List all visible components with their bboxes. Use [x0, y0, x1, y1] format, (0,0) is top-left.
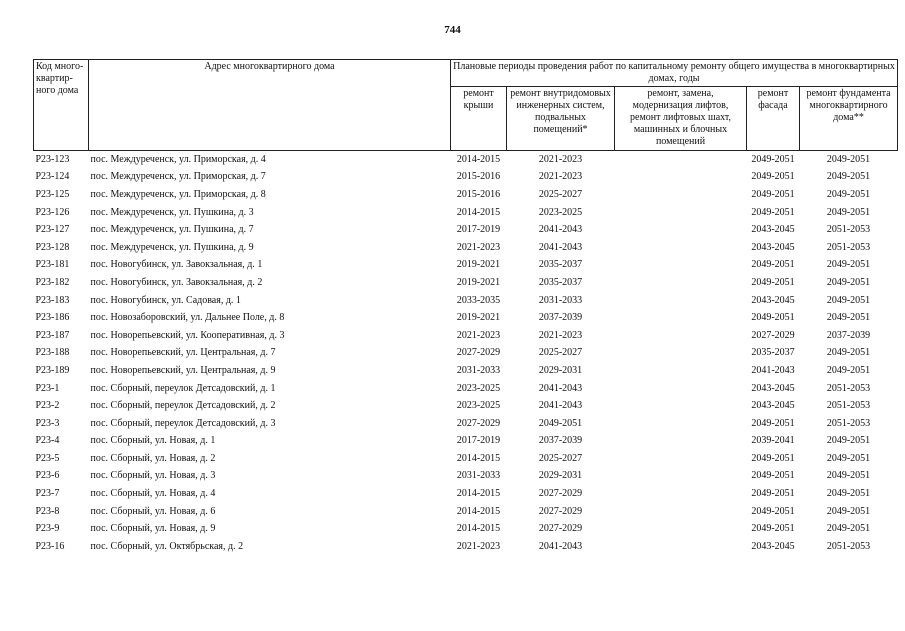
cell-code: Р23-186 [35, 312, 70, 324]
cell-roof: 2021-2023 [456, 241, 501, 253]
cell-address: пос. Междуреченск, ул. Пушкина, д. 3 [90, 206, 254, 218]
cell-address: пос. Междуреченск, ул. Приморская, д. 4 [90, 153, 266, 165]
cell-facade: 2043-2045 [751, 540, 795, 552]
cell-foundation: 2049-2051 [826, 435, 871, 447]
cell-engineering: 2027-2029 [538, 505, 583, 517]
cell-engineering: 2025-2027 [538, 188, 583, 200]
cell-facade: 2049-2051 [751, 417, 795, 429]
cell-address: пос. Сборный, ул. Новая, д. 9 [90, 523, 216, 535]
cell-facade: 2049-2051 [751, 206, 795, 218]
cell-code: Р23-125 [35, 188, 70, 200]
table-row [34, 450, 898, 468]
cell-facade: 2049-2051 [751, 488, 795, 500]
repair-schedule-table [33, 59, 898, 556]
cell-facade: 2027-2029 [751, 329, 795, 341]
cell-foundation: 2049-2051 [826, 452, 871, 464]
cell-roof: 2015-2016 [456, 171, 501, 183]
cell-engineering: 2035-2037 [538, 276, 583, 288]
cell-engineering: 2035-2037 [538, 259, 583, 271]
cell-address: пос. Новорепьевский, ул. Кооперативная, д. 3 [90, 329, 285, 341]
cell-roof: 2031-2033 [456, 470, 501, 482]
cell-code: Р23-9 [35, 523, 60, 535]
cell-foundation: 2049-2051 [826, 276, 871, 288]
table-body [34, 151, 898, 556]
cell-facade: 2049-2051 [751, 470, 795, 482]
cell-elevators [615, 433, 747, 451]
cell-elevators [615, 292, 747, 310]
cell-engineering: 2037-2039 [538, 312, 583, 324]
cell-elevators [615, 485, 747, 503]
cell-address: пос. Новогубинск, ул. Садовая, д. 1 [90, 294, 241, 306]
cell-code: Р23-5 [35, 452, 60, 464]
cell-facade: 2049-2051 [751, 171, 795, 183]
cell-elevators [615, 169, 747, 187]
table-row [34, 257, 898, 275]
table-row [34, 169, 898, 187]
cell-roof: 2027-2029 [456, 347, 501, 359]
cell-engineering: 2023-2025 [538, 206, 583, 218]
cell-roof: 2023-2025 [456, 400, 501, 412]
page-number: 744 [444, 24, 461, 36]
cell-elevators [615, 274, 747, 292]
cell-address: пос. Междуреченск, ул. Приморская, д. 8 [90, 188, 266, 200]
cell-code: Р23-188 [35, 347, 70, 359]
cell-engineering: 2041-2043 [538, 224, 583, 236]
header-periods: Плановые периоды проведения работ по капитальному ремонту общего имущества в многоквартирных домах, годы [451, 60, 898, 87]
cell-roof: 2015-2016 [456, 188, 501, 200]
cell-elevators [615, 151, 747, 169]
cell-roof: 2014-2015 [456, 452, 501, 464]
cell-facade: 2049-2051 [751, 505, 795, 517]
table-row [34, 345, 898, 363]
cell-foundation: 2051-2053 [826, 540, 871, 552]
cell-facade: 2049-2051 [751, 523, 795, 535]
cell-address: пос. Сборный, ул. Новая, д. 6 [90, 505, 216, 517]
table-row [34, 186, 898, 204]
cell-address: пос. Новорепьевский, ул. Центральная, д. 7 [90, 347, 276, 359]
cell-code: Р23-6 [35, 470, 60, 482]
cell-roof: 2019-2021 [456, 276, 501, 288]
cell-facade: 2049-2051 [751, 188, 795, 200]
cell-elevators [615, 415, 747, 433]
cell-engineering: 2025-2027 [538, 347, 583, 359]
cell-foundation: 2049-2051 [826, 188, 871, 200]
cell-elevators [615, 186, 747, 204]
cell-elevators [615, 239, 747, 257]
cell-engineering: 2025-2027 [538, 452, 583, 464]
table-row [34, 292, 898, 310]
table-row [34, 274, 898, 292]
cell-roof: 2021-2023 [456, 329, 501, 341]
cell-foundation: 2051-2053 [826, 241, 871, 253]
cell-elevators [615, 397, 747, 415]
cell-facade: 2049-2051 [751, 276, 795, 288]
cell-facade: 2049-2051 [751, 153, 795, 165]
cell-code: Р23-3 [35, 417, 60, 429]
cell-roof: 2019-2021 [456, 312, 501, 324]
cell-elevators [615, 362, 747, 380]
header-engineering: ремонт внутридомовых инженерных систем, подвальных помещений* [507, 87, 615, 151]
cell-code: Р23-16 [35, 540, 65, 552]
table-row [34, 204, 898, 222]
cell-engineering: 2027-2029 [538, 523, 583, 535]
cell-facade: 2035-2037 [751, 347, 795, 359]
cell-foundation: 2051-2053 [826, 417, 871, 429]
cell-elevators [615, 327, 747, 345]
header-address: Адрес многоквартирного дома [89, 60, 451, 151]
cell-engineering: 2037-2039 [538, 435, 583, 447]
cell-foundation: 2037-2039 [826, 329, 871, 341]
cell-foundation: 2049-2051 [826, 347, 871, 359]
cell-facade: 2043-2045 [751, 241, 795, 253]
cell-roof: 2014-2015 [456, 505, 501, 517]
cell-address: пос. Новогубинск, ул. Завокзальная, д. 1 [90, 259, 263, 271]
cell-elevators [615, 204, 747, 222]
cell-elevators [615, 345, 747, 363]
cell-engineering: 2021-2023 [538, 171, 583, 183]
cell-roof: 2017-2019 [456, 224, 501, 236]
cell-foundation: 2049-2051 [826, 312, 871, 324]
cell-facade: 2043-2045 [751, 382, 795, 394]
table-row [34, 309, 898, 327]
table-row [34, 485, 898, 503]
cell-roof: 2017-2019 [456, 435, 501, 447]
cell-roof: 2033-2035 [456, 294, 501, 306]
cell-engineering: 2041-2043 [538, 400, 583, 412]
table-row [34, 362, 898, 380]
table-row [34, 327, 898, 345]
cell-engineering: 2029-2031 [538, 470, 583, 482]
cell-elevators [615, 309, 747, 327]
cell-address: пос. Сборный, переулок Детсадовский, д. 1 [90, 382, 276, 394]
cell-code: Р23-8 [35, 505, 60, 517]
header-elevators: ремонт, замена, модернизация лифтов, ремонт лифтовых шахт, машинных и блочных помещений [615, 87, 747, 151]
cell-roof: 2014-2015 [456, 206, 501, 218]
cell-code: Р23-183 [35, 294, 70, 306]
cell-foundation: 2049-2051 [826, 206, 871, 218]
cell-engineering: 2021-2023 [538, 153, 583, 165]
cell-engineering: 2049-2051 [538, 417, 583, 429]
cell-address: пос. Сборный, ул. Новая, д. 1 [90, 435, 216, 447]
cell-foundation: 2049-2051 [826, 364, 871, 376]
cell-elevators [615, 503, 747, 521]
table-row [34, 397, 898, 415]
cell-engineering: 2027-2029 [538, 488, 583, 500]
table-row [34, 503, 898, 521]
cell-facade: 2039-2041 [751, 435, 795, 447]
cell-code: Р23-189 [35, 364, 70, 376]
cell-code: Р23-1 [35, 382, 60, 394]
cell-code: Р23-7 [35, 488, 60, 500]
cell-roof: 2014-2015 [456, 488, 501, 500]
cell-elevators [615, 221, 747, 239]
header-facade: ремонт фасада [747, 87, 800, 151]
cell-engineering: 2041-2043 [538, 241, 583, 253]
table-row [34, 433, 898, 451]
cell-roof: 2014-2015 [456, 523, 501, 535]
cell-address: пос. Сборный, ул. Новая, д. 2 [90, 452, 216, 464]
cell-foundation: 2049-2051 [826, 470, 871, 482]
cell-address: пос. Междуреченск, ул. Приморская, д. 7 [90, 171, 266, 183]
cell-engineering: 2041-2043 [538, 540, 583, 552]
cell-facade: 2043-2045 [751, 400, 795, 412]
cell-facade: 2049-2051 [751, 452, 795, 464]
cell-address: пос. Сборный, переулок Детсадовский, д. 2 [90, 400, 276, 412]
cell-facade: 2043-2045 [751, 294, 795, 306]
cell-foundation: 2049-2051 [826, 523, 871, 535]
cell-foundation: 2049-2051 [826, 488, 871, 500]
table-row [34, 380, 898, 398]
cell-address: пос. Сборный, ул. Новая, д. 3 [90, 470, 216, 482]
cell-address: пос. Междуреченск, ул. Пушкина, д. 7 [90, 224, 254, 236]
cell-facade: 2049-2051 [751, 259, 795, 271]
cell-foundation: 2051-2053 [826, 382, 871, 394]
cell-address: пос. Междуреченск, ул. Пушкина, д. 9 [90, 241, 254, 253]
cell-elevators [615, 450, 747, 468]
cell-roof: 2023-2025 [456, 382, 501, 394]
cell-elevators [615, 380, 747, 398]
cell-code: Р23-124 [35, 171, 70, 183]
cell-engineering: 2041-2043 [538, 382, 583, 394]
cell-elevators [615, 257, 747, 275]
header-code: Код много-квартир-ного дома [34, 60, 89, 151]
cell-code: Р23-127 [35, 224, 70, 236]
cell-roof: 2031-2033 [456, 364, 501, 376]
cell-foundation: 2051-2053 [826, 400, 871, 412]
table-row [34, 151, 898, 169]
table-row [34, 415, 898, 433]
cell-address: пос. Сборный, переулок Детсадовский, д. 3 [90, 417, 276, 429]
cell-roof: 2021-2023 [456, 540, 501, 552]
cell-code: Р23-4 [35, 435, 60, 447]
table-row [34, 221, 898, 239]
cell-address: пос. Сборный, ул. Новая, д. 4 [90, 488, 216, 500]
header-roof: ремонт крыши [451, 87, 507, 151]
cell-facade: 2043-2045 [751, 224, 795, 236]
cell-foundation: 2049-2051 [826, 294, 871, 306]
cell-elevators [615, 538, 747, 556]
cell-roof: 2014-2015 [456, 153, 501, 165]
cell-foundation: 2049-2051 [826, 259, 871, 271]
cell-code: Р23-128 [35, 241, 70, 253]
cell-roof: 2019-2021 [456, 259, 501, 271]
table-row [34, 538, 898, 556]
cell-code: Р23-182 [35, 276, 70, 288]
cell-engineering: 2029-2031 [538, 364, 583, 376]
cell-address: пос. Сборный, ул. Октябрьская, д. 2 [90, 540, 244, 552]
table-row [34, 239, 898, 257]
cell-address: пос. Новогубинск, ул. Завокзальная, д. 2 [90, 276, 263, 288]
cell-code: Р23-123 [35, 153, 70, 165]
cell-facade: 2049-2051 [751, 312, 795, 324]
cell-code: Р23-187 [35, 329, 70, 341]
cell-elevators [615, 468, 747, 486]
table-row [34, 520, 898, 538]
table-row [34, 468, 898, 486]
cell-elevators [615, 520, 747, 538]
cell-foundation: 2049-2051 [826, 505, 871, 517]
cell-foundation: 2049-2051 [826, 153, 871, 165]
cell-code: Р23-126 [35, 206, 70, 218]
cell-roof: 2027-2029 [456, 417, 501, 429]
cell-address: пос. Новорепьевский, ул. Центральная, д. 9 [90, 364, 276, 376]
cell-facade: 2041-2043 [751, 364, 795, 376]
cell-address: пос. Новозаборовский, ул. Дальнее Поле, д. 8 [90, 312, 285, 324]
cell-engineering: 2031-2033 [538, 294, 583, 306]
cell-foundation: 2051-2053 [826, 224, 871, 236]
cell-code: Р23-181 [35, 259, 70, 271]
cell-engineering: 2021-2023 [538, 329, 583, 341]
cell-foundation: 2049-2051 [826, 171, 871, 183]
header-foundation: ремонт фундамента многоквартирного дома** [800, 87, 898, 151]
cell-code: Р23-2 [35, 400, 60, 412]
